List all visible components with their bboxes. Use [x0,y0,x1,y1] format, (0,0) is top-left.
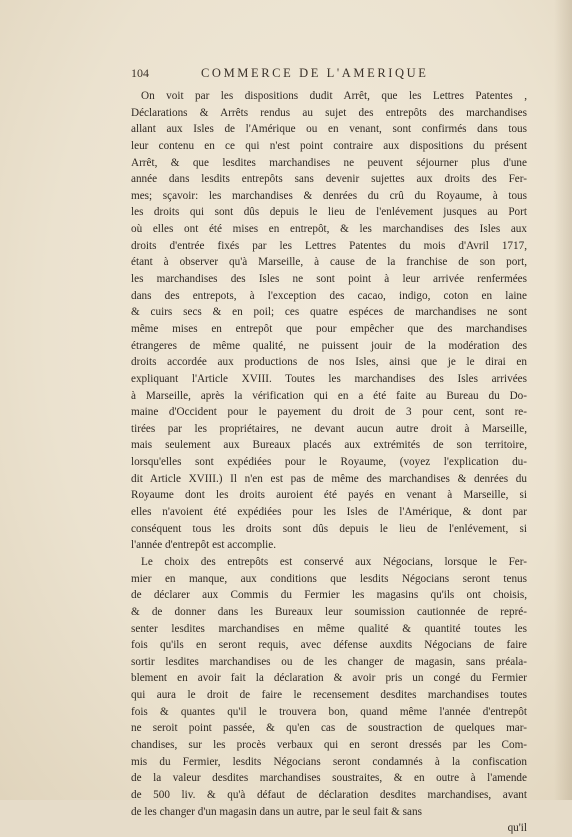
text-line: Royaume dont les droits auroient été payés en venant à Marseille, si [131,489,527,502]
paragraph [131,554,527,820]
text-line: de déclarer aux Commis du Fermier les magasins qu'ils ont choisis, [131,589,527,602]
text-line: qui aura le droit de faire le recensement desdites marchandises toutes [131,689,527,702]
text-line: ne seroit point passée, & qu'en cas de soustraction de quelques mar- [131,722,527,735]
text-line: fois & quantes qu'il le trouvera bon, quand même l'année d'entrepôt [131,705,527,718]
text-line: même mises en entrepôt que pour empêcher que des marchandises [131,322,527,335]
text-line: lorsqu'elles sont expédiées pour le Royaume, (voyez l'explication du- [131,456,527,469]
page-header [131,66,471,82]
text-line: de les changer d'un magasin dans un autre, par le seul fait & sans [131,805,422,818]
text-line: allant aux Isles de l'Amérique ou en venant, sont confirmés dans tous [131,123,527,136]
page-edge-shadow [554,0,572,800]
text-line: On voit par les dispositions dudit Arrêt, que les Lettres Patentes , [141,90,527,102]
text-line: & de donner dans les Bureaux leur soumission cautionnée de repré- [131,605,527,618]
text-line: droits accordée aux productions de nos Isles, ainsi que je le dirai en [131,356,527,369]
text-line: sortir lesdites marchandises ou de les changer de magasin, sans préala- [131,655,527,668]
text-line: où elles ont été mises en entrepôt, & les marchandises des Isles aux [131,223,527,236]
text-line: mes; sçavoir: les marchandises & denrées du crû du Royaume, à tous [131,189,527,202]
text-line: mier en manque, aux conditions que lesdits Négocians seront tenus [131,572,527,585]
paragraphs [131,88,527,820]
text-line: blement en avoir fait la déclaration & avoir pris un congé du Fermier [131,672,527,685]
text-line: mais seulement aux Bureaux placés aux extrémités de son territoire, [131,439,527,452]
text-line: de la valeur desdites marchandises soustraites, & en outre à l'amende [131,772,527,785]
text-line: année dans lesdits entrepôts sans devenir sujettes aux droits des Fer- [131,173,527,186]
running-title: COMMERCE DE L'AMERIQUE [201,66,429,80]
text-line: les marchandises des Isles ne sont point à leur arrivée renfermées [131,273,527,286]
text-line: droits d'entrée fixés par les Lettres Patentes du mois d'Avril 1717, [131,239,527,252]
text-line: à Marseille, après la vérification qui en a été faite au Bureau du Do- [131,389,527,402]
text-line: dit Article XVIII.) Il n'en est pas de même des marchandises & denrées du [131,472,527,485]
text-line: expliquant l'Article XVIII. Toutes les marchandises des Isles arrivées [131,372,527,385]
text-line: leur contenu en ce qui n'est point contraire aux dispositions du présent [131,139,527,152]
text-line: maine d'Occident pour le payement du droit de 3 pour cent, sont re- [131,406,527,419]
text-line: & cuirs secs & en poil; ces quatre espéces de marchandises ne sont [131,306,527,319]
text-line: chandises, sur les procès verbaux qui en seront dressés par les Com- [131,738,527,751]
text-line: Arrêt, & que lesdites marchandises ne peuvent séjourner plus d'une [131,156,527,169]
text-line: étrangeres de même qualité, ne puissent jouir de la modération des [131,339,527,352]
text-line: elles n'avoient été expédiées pour les Isles de l'Amérique, & dont par [131,506,527,519]
text-line: fois qu'ils en seront requis, avec défense auxdits Négocians de faire [131,639,527,652]
text-line: senter lesdites marchandises en même qualité & quantité toutes les [131,622,527,635]
text-line: tirées par les propriétaires, ne devant aucun autre droit à Marseille, [131,422,527,435]
page-number: 104 [131,66,149,80]
text-line: l'année d'entrepôt est accomplie. [131,539,277,552]
text-line: les droits qui sont dûs depuis le lieu de l'enlévement jusques au Port [131,206,527,219]
catchword: qu'il [507,822,527,835]
text-line: mis du Fermier, lesdits Négocians seront condamnés à la confiscation [131,755,527,768]
paragraph [131,88,527,554]
text-line: étant à observer qu'à Marseille, à cause de la franchise de son port, [131,256,527,269]
text-line: Le choix des entrepôts est conservé aux Négocians, lorsque le Fer- [141,555,527,568]
text-line: Déclarations & Arrêts rendus au sujet des entrepôts des marchandises [131,106,527,119]
page-body [131,88,527,837]
text-line: dans des entrepots, à l'exception des cacao, indigo, coton en laine [131,289,527,302]
text-line: de 500 liv. & qu'à défaut de déclaration desdites marchandises, avant [131,788,527,801]
text-line: conséquent tous les droits sont dûs depuis le lieu de l'enlévement, si [131,522,527,535]
